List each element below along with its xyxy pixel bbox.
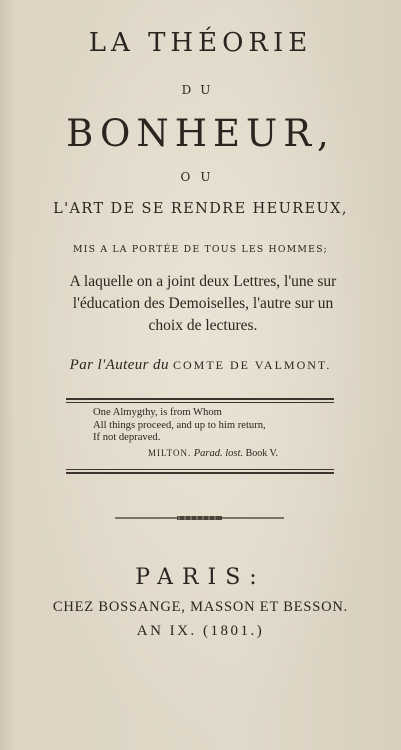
- title-line-5: L'ART DE SE RENDRE HEUREUX,: [53, 201, 348, 217]
- epigraph-line-1: One Almygthy, is from Whom: [93, 407, 222, 418]
- title-line-1: LA THÉORIE: [88, 28, 313, 58]
- title-line-2: DU: [181, 83, 220, 97]
- epigraph-line-3: If not depraved.: [93, 432, 161, 444]
- epigraph-source-author: MILTON.: [148, 448, 192, 458]
- ornament-rule: [115, 515, 284, 521]
- top-rule-thick: [66, 398, 334, 400]
- title-line-4: OU: [180, 170, 221, 184]
- epigraph-attribution: [148, 448, 278, 459]
- author-line: [0, 357, 401, 374]
- epigraph: [93, 407, 266, 445]
- title-line-6: MIS A LA PORTÉE DE TOUS LES HOMMES;: [73, 244, 328, 255]
- bottom-rule-thick: [66, 472, 334, 474]
- title-main: BONHEUR,: [66, 112, 335, 155]
- imprint-publisher: CHEZ BOSSANGE, MASSON ET BESSON.: [52, 599, 349, 615]
- subtitle-line-1: A laquelle on a joint deux Lettres, l'une sur: [69, 273, 337, 290]
- epigraph-line-2: All things proceed, and up to him return,: [93, 419, 266, 431]
- epigraph-source-book: Book V.: [245, 448, 278, 459]
- top-rule-thin: [66, 402, 334, 403]
- subtitle-line-3: choix de lectures.: [148, 317, 258, 334]
- author-prefix: Par l'Auteur du: [69, 357, 169, 373]
- subtitle-line-2: l'éducation des Demoiselles, l'autre sur un: [72, 295, 334, 312]
- epigraph-source-work: Parad. lost.: [193, 448, 244, 459]
- bottom-rule-thin: [66, 469, 334, 470]
- imprint-year: AN IX. (1801.): [136, 623, 265, 639]
- author-name: COMTE DE VALMONT.: [173, 358, 332, 372]
- imprint-city: PARIS:: [135, 565, 266, 590]
